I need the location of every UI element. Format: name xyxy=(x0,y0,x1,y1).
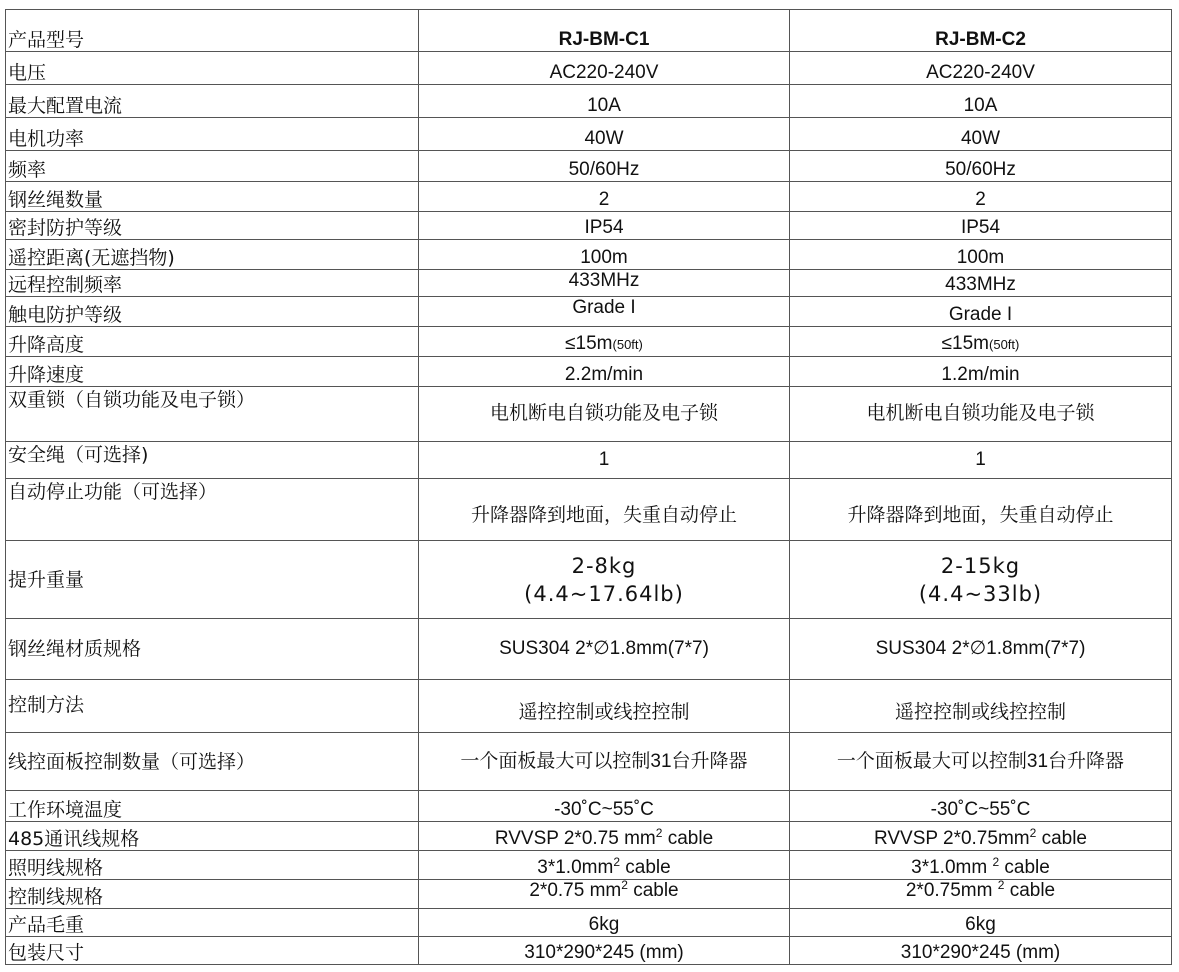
row-value-c2: 2 xyxy=(790,182,1172,212)
row-value-c1: 电机断电自锁功能及电子锁 xyxy=(419,387,790,442)
height-value: ≤15m xyxy=(565,333,613,354)
row-label: 遥控距离(无遮挡物) xyxy=(6,240,419,270)
row-value-c1: AC220-240V xyxy=(419,52,790,85)
row-value-c2: AC220-240V xyxy=(790,52,1172,85)
row-label: 频率 xyxy=(6,151,419,182)
cable-suffix: cable xyxy=(627,880,679,901)
row-value-c1: 6kg xyxy=(419,909,790,937)
row-label: 控制方法 xyxy=(6,680,419,733)
row-label: 密封防护等级 xyxy=(6,212,419,240)
row-value-c2 xyxy=(790,880,1172,909)
row-label: 提升重量 xyxy=(6,541,419,619)
row-label: 照明线规格 xyxy=(6,851,419,880)
row-label: 安全绳（可选择) xyxy=(6,442,419,479)
row-value-c2: SUS304 2*∅1.8mm(7*7) xyxy=(790,619,1172,680)
row-value-c2: 遥控控制或线控控制 xyxy=(790,680,1172,733)
row-label: 钢丝绳数量 xyxy=(6,182,419,212)
row-value-c2: 电机断电自锁功能及电子锁 xyxy=(790,387,1172,442)
row-value-c2: IP54 xyxy=(790,212,1172,240)
table-row xyxy=(6,909,1172,937)
superscript: 2 xyxy=(613,855,620,869)
cable-spec: 3*1.0mm xyxy=(537,857,614,878)
table-row xyxy=(6,387,1172,442)
superscript: 2 xyxy=(621,879,628,892)
cable-spec: 2*0.75mm xyxy=(905,880,998,901)
row-value-c1 xyxy=(419,851,790,880)
superscript: 2 xyxy=(655,826,663,840)
row-value-c1: 40W xyxy=(419,118,790,151)
table-row xyxy=(6,822,1172,851)
table-row xyxy=(6,791,1172,822)
table-row xyxy=(6,442,1172,479)
cable-spec: 3*1.0mm xyxy=(911,857,993,878)
cable-spec: 2*0.75 mm xyxy=(529,880,622,901)
lift-weight-lb: (4.4~33lb) xyxy=(918,581,1043,606)
table-row xyxy=(6,327,1172,357)
table-row xyxy=(6,880,1172,909)
table-row xyxy=(6,240,1172,270)
row-value-c2: 433MHz xyxy=(790,270,1172,297)
row-value-c1: 1 xyxy=(419,442,790,479)
row-label: 自动停止功能（可选择） xyxy=(6,479,419,541)
lift-weight-kg: 2-15kg xyxy=(940,553,1021,578)
row-value-c2: 1 xyxy=(790,442,1172,479)
height-unit-ft: (50ft) xyxy=(989,337,1020,352)
height-value: ≤15m xyxy=(941,333,990,354)
row-value-c2 xyxy=(790,822,1172,851)
row-label: 产品毛重 xyxy=(6,909,419,937)
row-value-c2: 310*290*245 (mm) xyxy=(790,937,1172,965)
row-value-c1: 一个面板最大可以控制31台升降器 xyxy=(419,733,790,791)
row-value-c2: 一个面板最大可以控制31台升降器 xyxy=(790,733,1172,791)
row-label: 包装尺寸 xyxy=(6,937,419,965)
model-2-header: RJ-BM-C2 xyxy=(790,10,1172,52)
row-label: 电机功率 xyxy=(6,118,419,151)
row-value-c2: 100m xyxy=(790,240,1172,270)
table-row xyxy=(6,52,1172,85)
table-row xyxy=(6,937,1172,965)
row-label: 升降速度 xyxy=(6,357,419,387)
superscript: 2 xyxy=(1029,826,1037,840)
table-row xyxy=(6,85,1172,118)
row-value-c1: 10A xyxy=(419,85,790,118)
table-row xyxy=(6,270,1172,297)
row-value-c2: 升降器降到地面，失重自动停止 xyxy=(790,479,1172,541)
row-value-c1 xyxy=(419,541,790,619)
row-label: 485通讯线规格 xyxy=(6,822,419,851)
table-row xyxy=(6,151,1172,182)
row-value-c2: 1.2m/min xyxy=(790,357,1172,387)
header-row xyxy=(6,10,1172,52)
cable-suffix: cable xyxy=(1036,828,1087,849)
table-row xyxy=(6,357,1172,387)
row-value-c2 xyxy=(790,327,1172,357)
row-value-c1: 433MHz xyxy=(419,270,790,297)
model-1-header: RJ-BM-C1 xyxy=(419,10,790,52)
lift-weight-lb: (4.4~17.64lb) xyxy=(524,581,684,606)
table-row xyxy=(6,118,1172,151)
row-value-c1 xyxy=(419,822,790,851)
height-unit-ft: (50ft) xyxy=(612,337,643,352)
row-value-c2: 10A xyxy=(790,85,1172,118)
superscript: 2 xyxy=(992,855,1000,869)
row-label: 远程控制频率 xyxy=(6,270,419,297)
table-row xyxy=(6,182,1172,212)
row-value-c1: 遥控控制或线控控制 xyxy=(419,680,790,733)
row-value-c1: 310*290*245 (mm) xyxy=(419,937,790,965)
row-value-c1: -30˚C~55˚C xyxy=(419,791,790,822)
cable-suffix: cable xyxy=(620,857,671,878)
row-value-c1: 50/60Hz xyxy=(419,151,790,182)
row-label: 钢丝绳材质规格 xyxy=(6,619,419,680)
cable-spec: RVVSP 2*0.75 mm xyxy=(494,828,656,849)
row-value-c2: -30˚C~55˚C xyxy=(790,791,1172,822)
row-value-c1 xyxy=(419,880,790,909)
table-row xyxy=(6,212,1172,240)
row-value-c2: 40W xyxy=(790,118,1172,151)
row-value-c2: 50/60Hz xyxy=(790,151,1172,182)
cable-spec: RVVSP 2*0.75mm xyxy=(874,828,1030,849)
table-row xyxy=(6,851,1172,880)
row-value-c1: 100m xyxy=(419,240,790,270)
lift-weight-kg: 2-8kg xyxy=(571,553,637,578)
row-label: 线控面板控制数量（可选择） xyxy=(6,733,419,791)
row-label: 控制线规格 xyxy=(6,880,419,909)
row-value-c1: IP54 xyxy=(419,212,790,240)
row-label: 触电防护等级 xyxy=(6,297,419,327)
table-row xyxy=(6,680,1172,733)
row-value-c1: 2.2m/min xyxy=(419,357,790,387)
header-label: 产品型号 xyxy=(6,10,419,52)
table-row xyxy=(6,541,1172,619)
row-label: 工作环境温度 xyxy=(6,791,419,822)
table-row xyxy=(6,733,1172,791)
cable-suffix: cable xyxy=(662,828,714,849)
row-value-c2 xyxy=(790,851,1172,880)
table-row xyxy=(6,297,1172,327)
row-value-c2 xyxy=(790,541,1172,619)
row-value-c1: Grade I xyxy=(419,297,790,327)
row-value-c1: 2 xyxy=(419,182,790,212)
superscript: 2 xyxy=(997,879,1005,892)
row-label: 电压 xyxy=(6,52,419,85)
row-label: 升降高度 xyxy=(6,327,419,357)
row-value-c2: Grade I xyxy=(790,297,1172,327)
spec-table xyxy=(5,9,1172,965)
row-value-c1: SUS304 2*∅1.8mm(7*7) xyxy=(419,619,790,680)
row-label: 双重锁（自锁功能及电子锁） xyxy=(6,387,419,442)
table-row xyxy=(6,619,1172,680)
row-label: 最大配置电流 xyxy=(6,85,419,118)
cable-suffix: cable xyxy=(999,857,1050,878)
cable-suffix: cable xyxy=(1004,880,1056,901)
row-value-c2: 6kg xyxy=(790,909,1172,937)
row-value-c1 xyxy=(419,327,790,357)
row-value-c1: 升降器降到地面，失重自动停止 xyxy=(419,479,790,541)
table-row xyxy=(6,479,1172,541)
